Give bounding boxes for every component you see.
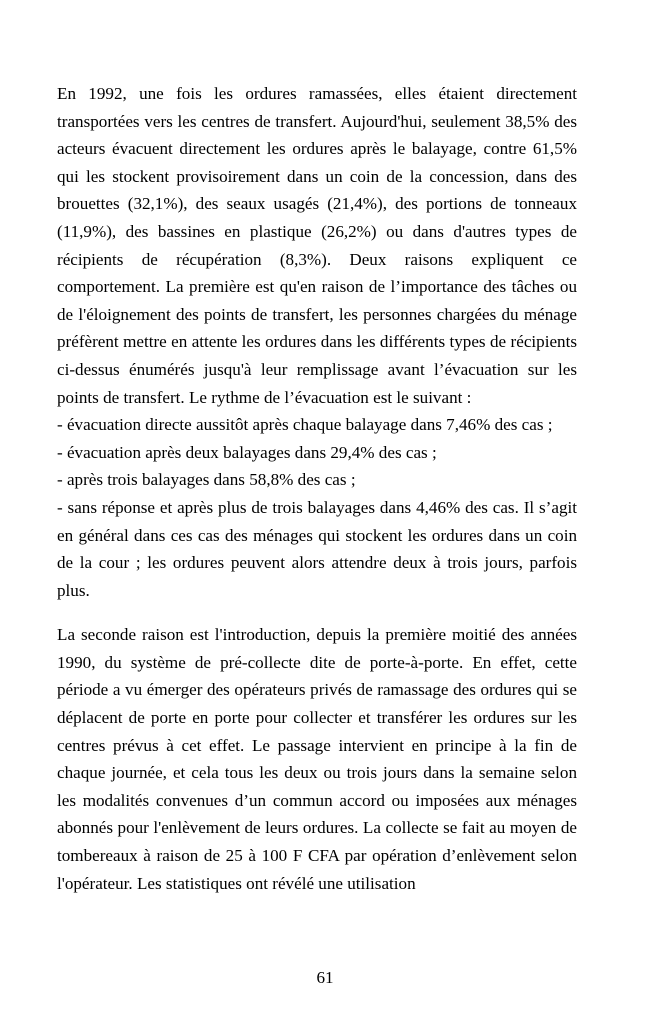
list-item-trois-balayages: - après trois balayages dans 58,8% des cas ; [57,470,356,490]
paragraph-intro: En 1992, une fois les ordures ramassées, elles étaient directement transportées vers les centres de transfert. Aujourd'hui, seulement 38,5% des acteurs évacuent directement les ordures après le balayage, contre 61,5% qui les stockent provisoirement dans un coin de la concession, dans des brouettes (32,1%), des seaux usagés (21,4%), des portions de tonneaux (11,9%), des bassines en plastique (26,2%) ou dans d'autres types de récipients de récupération (8,3%). Deux raisons expliquent ce comportement. La première est qu'en raison de l’importance des tâches ou de l'éloignement des points de transfert, les personnes chargées du ménage préfèrent mettre en attente les ordures dans les différents types de récipients ci-dessus énumérés jusqu'à leur remplissage avant l’évacuation sur les points de transfert. Le rythme de l’évacuation est le suivant : [57,84,577,407]
paragraph-spacer [57,604,577,621]
page-number: 61 [316,968,334,987]
list-item-sans-reponse: - sans réponse et après plus de trois balayages dans 4,46% des cas. Il s’agit en général dans ces cas des ménages qui stockent les ordures dans un coin de la cour ; les ordures peuvent alors attendre deux à trois jours, parfois plus. [57,497,577,600]
paragraph-seconde-raison: La seconde raison est l'introduction, depuis la première moitié des années 1990, du système de pré-collecte dite de porte-à-porte. En effet, cette période a vu émerger des opérateurs privés de ramassage des ordures qui se déplacent de porte en porte pour collecter et transférer les ordures sur les centres prévus à cet effet. Le passage intervient en principe à la fin de chaque journée, et cela tous les deux ou trois jours dans la semaine selon les modalités convenues d’un commun accord ou imposées aux ménages abonnés pour l'enlèvement de leurs ordures. La collecte se fait au moyen de tombereaux à raison de 25 à 100 F CFA par opération d’enlèvement selon l'opérateur. Les statistiques ont révélé une utilisation [57,625,577,893]
list-item-deux-balayages: - évacuation après deux balayages dans 29,4% des cas ; [57,442,437,462]
list-item-evacuation-directe: - évacuation directe aussitôt après chaque balayage dans 7,46% des cas ; [57,415,553,435]
page-body [57,80,577,897]
